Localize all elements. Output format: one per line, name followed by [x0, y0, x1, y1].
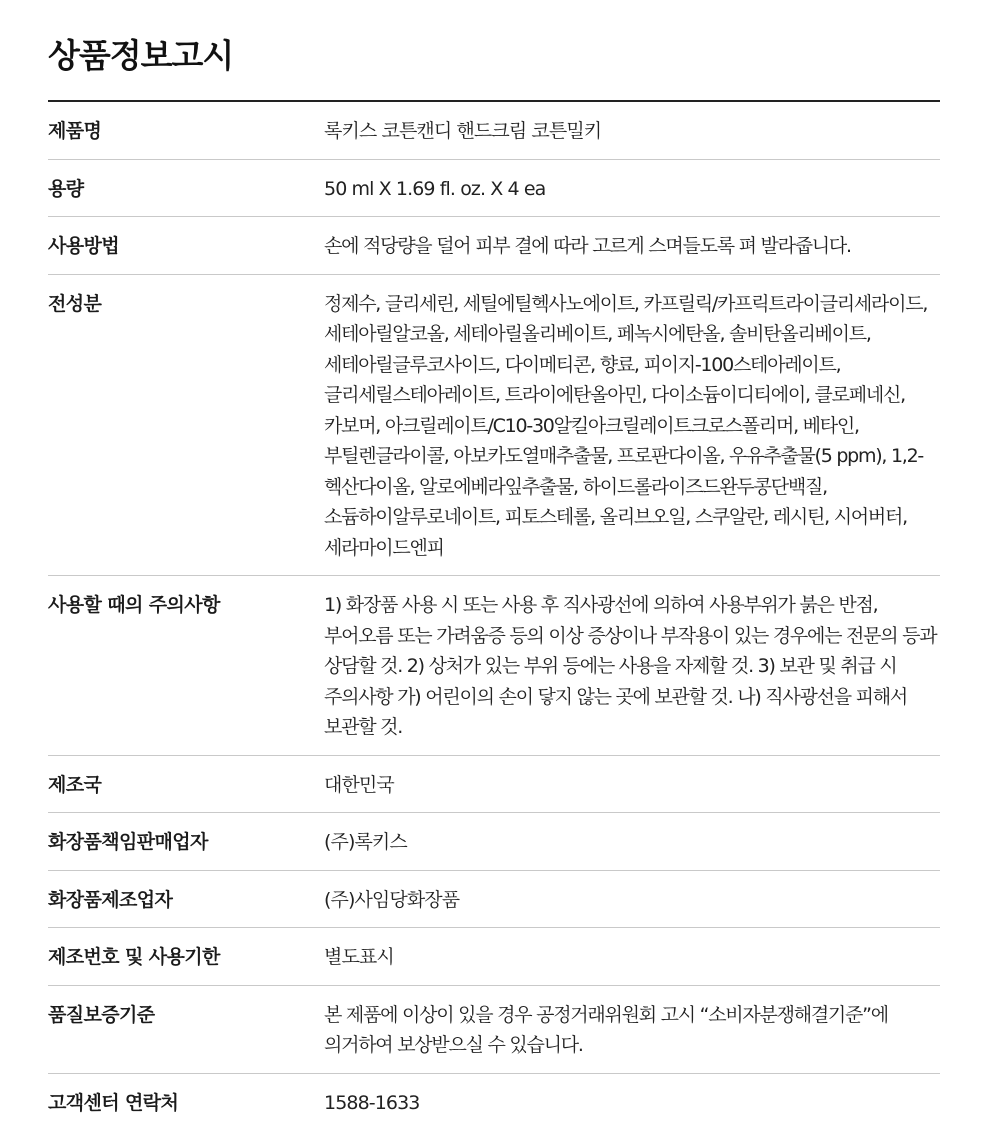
row-manufacturer: [48, 871, 940, 929]
row-label: 화장품책임판매업자: [48, 827, 324, 858]
row-value: 정제수, 글리세린, 세틸에틸헥사노에이트, 카프릴릭/카프릭트라이글리세라이드, 세테아릴알코올, 세테아릴올리베이트, 페녹시에탄올, 솔비탄올리베이트, 세테아릴글루코사이드, 다이메티콘, 향료, 피이지-100스테아레이트, 글리세릴스테아레이트, 트라이에탄올아민, 다이소듐이디티에이, 클로페네신, 카보머, 아크릴레이트/C10-30알킬아크릴레이트크로스폴리머, 베타인, 부틸렌글라이콜, 아보카도열매추출물, 프로판다이올, 우유추출물(5 ppm), 1,2-헥산다이올, 알로에베라잎추출물, 하이드롤라이즈드완두콩단백질, 소듐하이알루로네이트, 피토스테롤, 올리브오일, 스쿠알란, 레시틴, 시어버터, 세라마이드엔피: [324, 289, 940, 564]
row-ingredients: [48, 275, 940, 577]
row-capacity: [48, 160, 940, 218]
row-value: 손에 적당량을 덜어 피부 결에 따라 고르게 스며들도록 펴 발라줍니다.: [324, 231, 940, 262]
row-customer-center: [48, 1074, 940, 1130]
product-info-table: [48, 100, 940, 1130]
row-value: 본 제품에 이상이 있을 경우 공정거래위원회 고시 “소비자분쟁해결기준”에 의거하여 보상받으실 수 있습니다.: [324, 1000, 940, 1061]
row-label: 제품명: [48, 116, 324, 147]
row-value: 대한민국: [324, 770, 940, 801]
row-country: [48, 756, 940, 814]
row-label: 고객센터 연락처: [48, 1088, 324, 1119]
row-label: 용량: [48, 174, 324, 205]
row-label: 사용할 때의 주의사항: [48, 590, 324, 743]
row-responsible-seller: [48, 813, 940, 871]
row-label: 화장품제조업자: [48, 885, 324, 916]
row-value: 50 ml X 1.69 fl. oz. X 4 ea: [324, 174, 940, 205]
row-label: 제조번호 및 사용기한: [48, 942, 324, 973]
row-value: 별도표시: [324, 942, 940, 973]
row-label: 사용방법: [48, 231, 324, 262]
row-product-name: [48, 102, 940, 160]
row-value: 록키스 코튼캔디 핸드크림 코튼밀키: [324, 116, 940, 147]
row-value: (주)록키스: [324, 827, 940, 858]
row-label: 제조국: [48, 770, 324, 801]
row-value: 1) 화장품 사용 시 또는 사용 후 직사광선에 의하여 사용부위가 붉은 반점, 부어오름 또는 가려움증 등의 이상 증상이나 부작용이 있는 경우에는 전문의 등과 상담할 것. 2) 상처가 있는 부위 등에는 사용을 자제할 것. 3) 보관 및 취급 시 주의사항 가) 어린이의 손이 닿지 않는 곳에 보관할 것. 나) 직사광선을 피해서 보관할 것.: [324, 590, 940, 743]
row-lot-expiry: [48, 928, 940, 986]
page-title: 상품정보고시: [48, 30, 233, 77]
row-quality-standard: [48, 986, 940, 1074]
row-precautions: [48, 576, 940, 756]
row-label: 품질보증기준: [48, 1000, 324, 1061]
row-label: 전성분: [48, 289, 324, 564]
row-value: 1588-1633: [324, 1088, 940, 1119]
row-value: (주)사임당화장품: [324, 885, 940, 916]
row-usage: [48, 217, 940, 275]
